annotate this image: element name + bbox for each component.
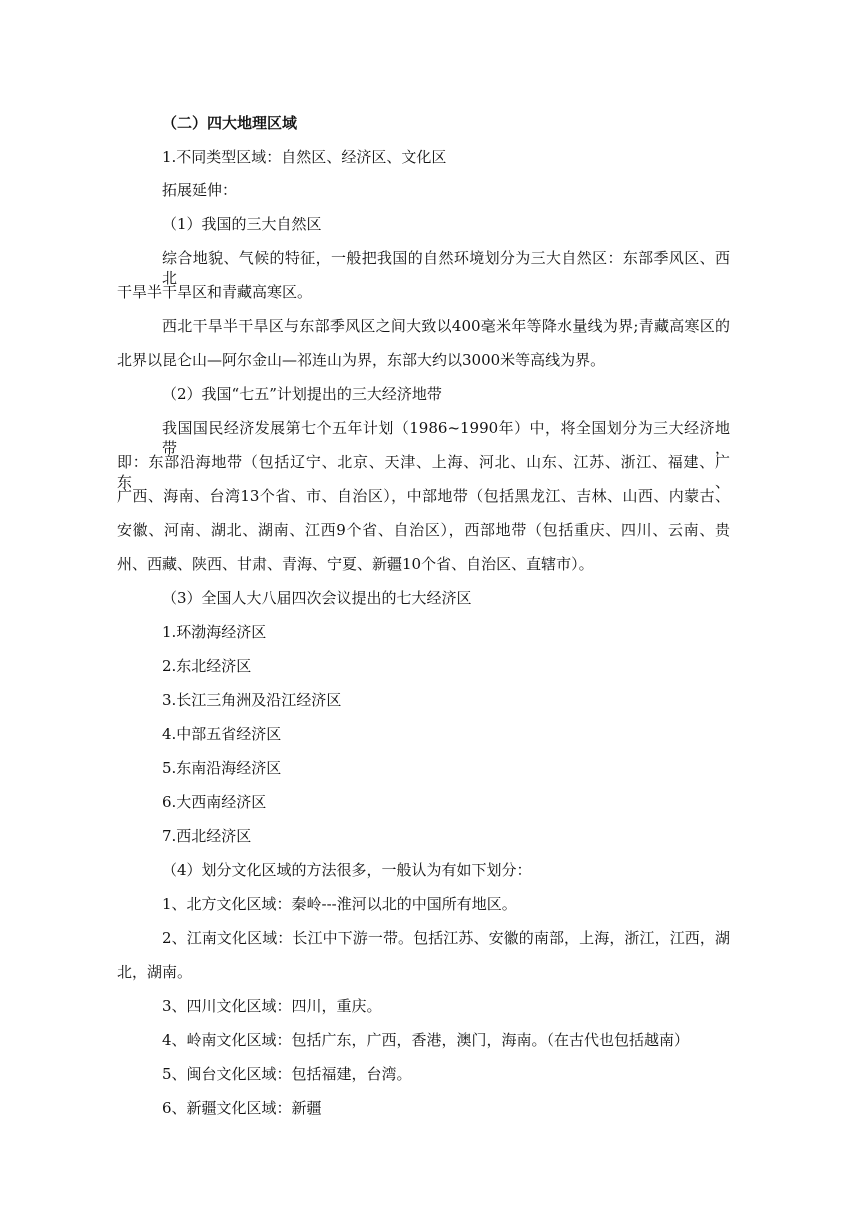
economic-region-item: 6.大西南经济区 xyxy=(162,793,267,811)
extension-label: 拓展延伸： xyxy=(162,181,238,199)
section-heading: （二）四大地理区域 xyxy=(162,114,298,132)
economic-region-item: 4.中部五省经济区 xyxy=(162,725,282,743)
cultural-region-item: 4、岭南文化区域：包括广东，广西，香港，澳门，海南。（在古代也包括越南） xyxy=(162,1031,690,1049)
natural-para2-line1: 西北干旱半干旱区与东部季风区之间大致以400毫米年等降水量线为界;青藏高寒区的 xyxy=(162,317,730,335)
natural-para1-line1: 综合地貌、气候的特征，一般把我国的自然环境划分为三大自然区：东部季风区、西北 xyxy=(162,249,730,287)
cultural-region-item: 2、江南文化区域：长江中下游一带。包括江苏、安徽的南部，上海，浙江，江西，湖 xyxy=(162,929,730,947)
economic-belts-line: 州、西藏、陕西、甘肃、青海、宁夏、新疆10个省、自治区、直辖市）。 xyxy=(117,555,594,573)
economic-belts-line: 即：东部沿海地带（包括辽宁、北京、天津、上海、河北、山东、江苏、浙江、福建、广东、 xyxy=(117,453,730,491)
cultural-region-item-continued: 北，湖南。 xyxy=(117,963,193,981)
cultural-region-item: 3、四川文化区域：四川，重庆。 xyxy=(162,997,382,1015)
economic-region-item: 2.东北经济区 xyxy=(162,657,252,675)
cultural-region-item: 5、闽台文化区域：包括福建，台湾。 xyxy=(162,1065,412,1083)
natural-para1-line2: 干旱半干旱区和青藏高寒区。 xyxy=(117,283,313,301)
economic-regions-heading: （3）全国人大八届四次会议提出的七大经济区 xyxy=(162,589,472,607)
region-types-line: 1.不同类型区域：自然区、经济区、文化区 xyxy=(162,148,447,166)
economic-belts-line: 广西、海南、台湾13个省、市、自治区），中部地带（包括黑龙江、吉林、山西、内蒙古、 xyxy=(117,487,730,505)
cultural-region-item: 6、新疆文化区域：新疆 xyxy=(162,1099,322,1117)
cultural-region-item: 1、北方文化区域：秦岭---淮河以北的中国所有地区。 xyxy=(162,895,517,913)
economic-region-item: 3.长江三角洲及沿江经济区 xyxy=(162,691,342,709)
economic-region-item: 5.东南沿海经济区 xyxy=(162,759,282,777)
economic-region-item: 7.西北经济区 xyxy=(162,827,252,845)
natural-regions-heading: （1）我国的三大自然区 xyxy=(162,215,322,233)
economic-belts-line: 我国国民经济发展第七个五年计划（1986~1990年）中，将全国划分为三大经济地带， xyxy=(162,419,730,457)
natural-para2-line2: 北界以昆仑山—阿尔金山—祁连山为界，东部大约以3000米等高线为界。 xyxy=(117,351,606,369)
economic-belts-heading: （2）我国“七五”计划提出的三大经济地带 xyxy=(162,385,442,403)
economic-belts-line: 安徽、河南、湖北、湖南、江西9个省、自治区），西部地带（包括重庆、四川、云南、贵 xyxy=(117,521,730,539)
cultural-regions-heading: （4）划分文化区域的方法很多，一般认为有如下划分： xyxy=(162,861,532,879)
economic-region-item: 1.环渤海经济区 xyxy=(162,623,267,641)
